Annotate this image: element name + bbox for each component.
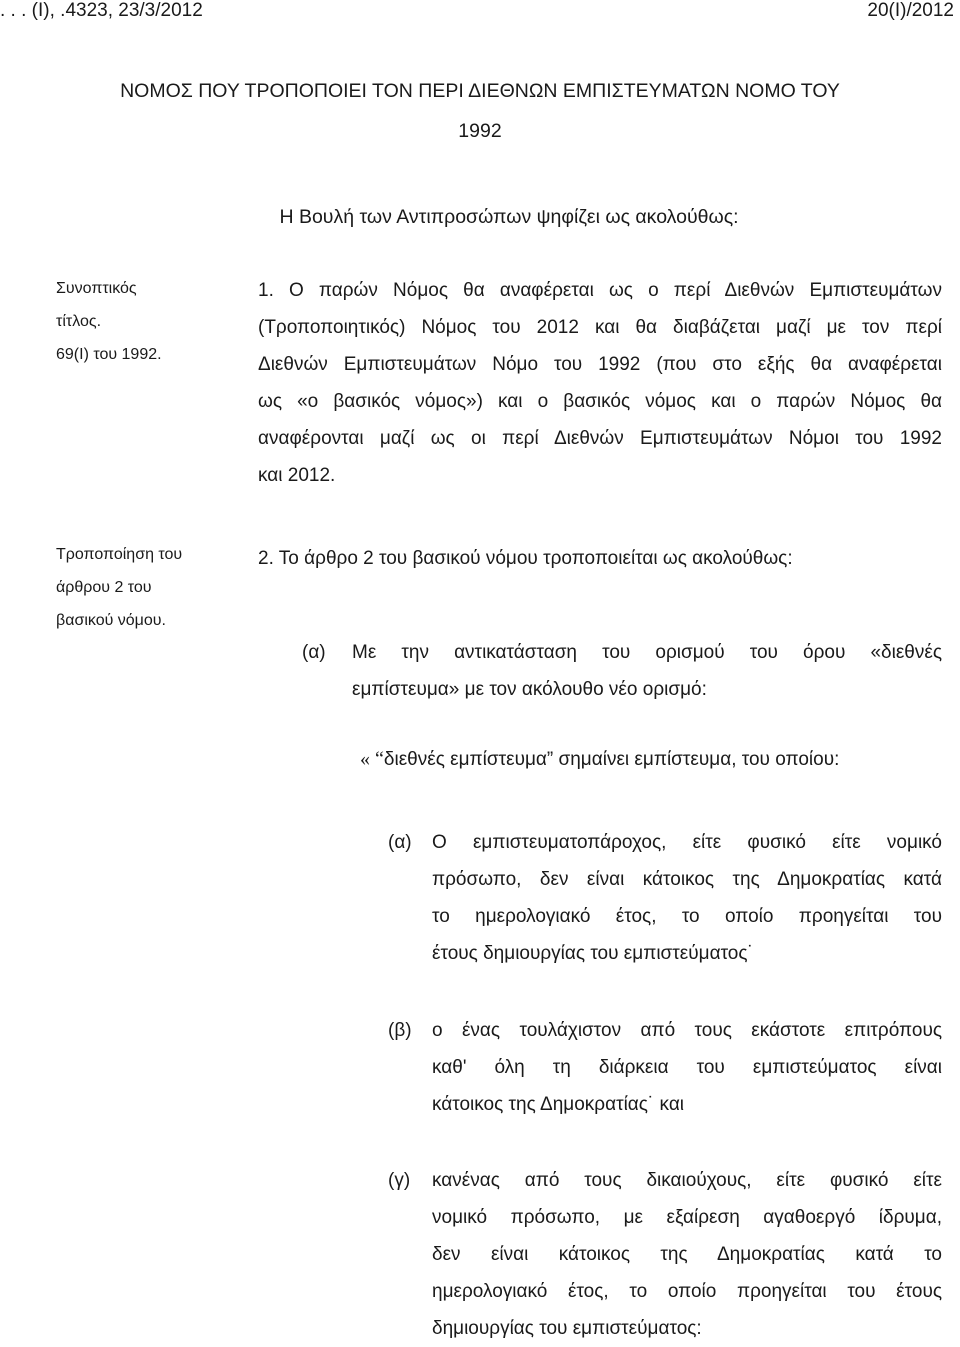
margin-note-line: τίτλος. bbox=[56, 313, 102, 330]
item-b-line: κάτοικος της Δημοκρατίας˙ και bbox=[432, 1094, 685, 1115]
section-1-line: (Τροποποιητικός) Νόμος του 2012 και θα διαβάζεται μαζί με τον περί bbox=[258, 317, 942, 338]
section-2-intro-line: 2. Το άρθρο 2 του βασικού νόμου τροποποιείται ως ακολούθως: bbox=[258, 548, 793, 569]
item-c-line: κανένας από τους δικαιούχους, είτε φυσικό είτε bbox=[432, 1170, 942, 1191]
enacting-clause: Η Βουλή των Αντιπροσώπων ψηφίζει ως ακολούθως: bbox=[279, 206, 739, 228]
section-1 bbox=[258, 272, 942, 494]
margin-note-line: Τροποποίηση του bbox=[56, 546, 183, 563]
law-title-line-2: 1992 bbox=[458, 120, 502, 142]
item-b-line: καθ' όλη τη διάρκεια του εμπιστεύματος είναι bbox=[432, 1057, 942, 1078]
margin-note-amendment bbox=[56, 538, 236, 637]
item-a-label: (α) bbox=[388, 832, 412, 853]
item-a-line: Ο εμπιστευματοπάροχος, είτε φυσικό είτε νομικό bbox=[432, 832, 942, 853]
item-c-line: δημιουργίας του εμπιστεύματος: bbox=[432, 1318, 702, 1339]
definition-text: διεθνές εμπίστευμα” σημαίνει εμπίστευμα, του οποίου: bbox=[383, 749, 840, 770]
item-c-label: (γ) bbox=[388, 1170, 411, 1191]
item-a-line: πρόσωπο, δεν είναι κάτοικος της Δημοκρατίας κατά bbox=[432, 869, 942, 890]
section-1-line: 1. Ο παρών Νόμος θα αναφέρεται ως ο περί Διεθνών Εμπιστευμάτων bbox=[258, 280, 942, 301]
definition-open-quote: « “ bbox=[360, 748, 384, 770]
margin-note-line: Συνοπτικός bbox=[56, 280, 137, 297]
item-a-line: το ημερολογιακό έτος, το οποίο προηγείται του bbox=[432, 906, 942, 927]
item-a-line: έτους δημιουργίας του εμπιστεύματος˙ bbox=[432, 943, 754, 964]
item-a-text bbox=[432, 824, 942, 972]
gazette-reference: . . . (Ι), .4323, 23/3/2012 bbox=[0, 0, 203, 21]
paragraph-a-text bbox=[352, 634, 942, 708]
item-b-text bbox=[432, 1012, 942, 1123]
margin-note-line: βασικού νόμου. bbox=[56, 612, 166, 629]
paragraph-a-line: Με την αντικατάσταση του ορισμού του όρου «διεθνές bbox=[352, 642, 942, 663]
section-1-line: αναφέρονται μαζί ως οι περί Διεθνών Εμπιστευμάτων Νόμοι του 1992 bbox=[258, 428, 942, 449]
margin-note-line: άρθρου 2 του bbox=[56, 579, 152, 596]
law-number: 20(Ι)/2012 bbox=[867, 0, 954, 21]
item-b-label: (β) bbox=[388, 1020, 412, 1041]
law-title-line-1: ΝΟΜΟΣ ΠΟΥ ΤΡΟΠΟΠΟΙΕΙ ΤΟΝ ΠΕΡΙ ΔΙΕΘΝΩΝ ΕΜΠΙΣΤΕΥΜΑΤΩΝ ΝΟΜΟ ΤΟΥ bbox=[120, 80, 840, 102]
paragraph-a-line: εμπίστευμα» με τον ακόλουθο νέο ορισμό: bbox=[352, 679, 707, 700]
item-c-line: νομικό πρόσωπο, με εξαίρεση αγαθοεργό ίδρυμα, bbox=[432, 1207, 942, 1228]
section-2-intro bbox=[258, 540, 942, 577]
margin-note-short-title bbox=[56, 272, 236, 371]
item-b-line: ο ένας τουλάχιστον από τους εκάστοτε επιτρόπους bbox=[432, 1020, 942, 1041]
definition-line bbox=[360, 748, 839, 771]
item-c-line: δεν είναι κάτοικος της Δημοκρατίας κατά το bbox=[432, 1244, 942, 1265]
section-1-line: ως «ο βασικός νόμος») και ο βασικός νόμος και ο παρών Νόμος θα bbox=[258, 391, 942, 412]
section-1-line: και 2012. bbox=[258, 465, 336, 486]
paragraph-a-label: (α) bbox=[302, 642, 326, 663]
margin-note-line: 69(Ι) του 1992. bbox=[56, 346, 162, 363]
item-c-text bbox=[432, 1162, 942, 1347]
item-c-line: ημερολογιακό έτος, το οποίο προηγείται του έτους bbox=[432, 1281, 942, 1302]
section-1-line: Διεθνών Εμπιστευμάτων Νόμο του 1992 (που στο εξής θα αναφέρεται bbox=[258, 354, 942, 375]
